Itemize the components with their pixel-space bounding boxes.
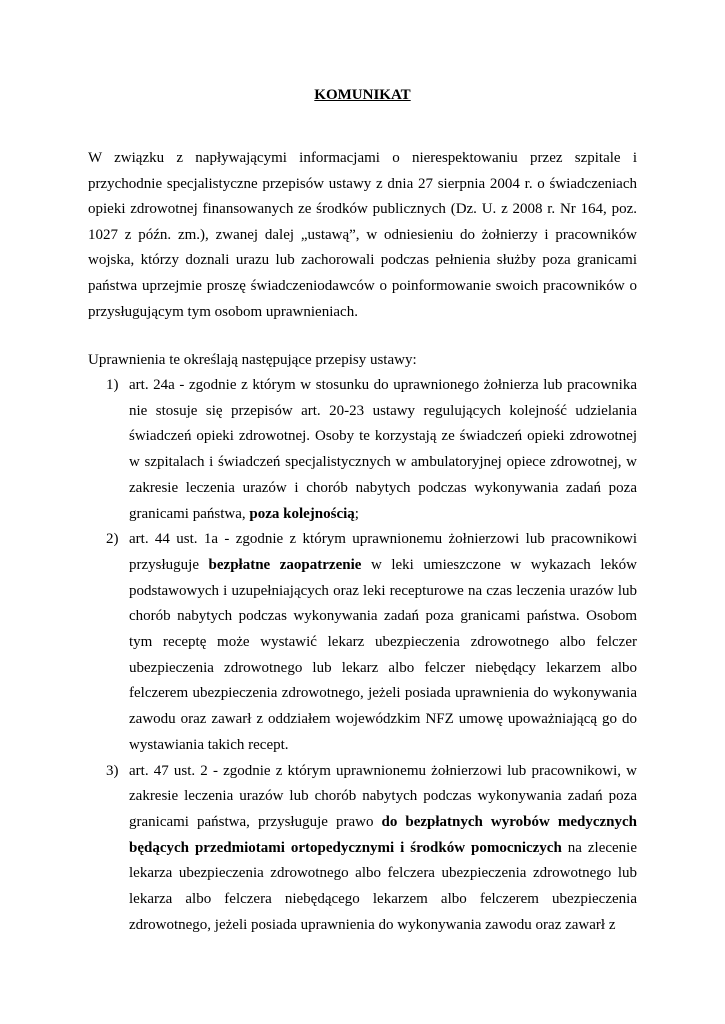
list-item-text-tail: w leki umieszczone w wykazach leków podstawowych i uzupełniających oraz leki recepturowe na czas leczenia urazów lub chorób nabytych podczas wykonywania zadań poza granicami państwa. Osobom tym receptę może wystawić lekarz ubezpieczenia zdrowotnego albo felczer ubezpieczenia zdrowotnego lub lekarz albo felczer niebędący lekarzem albo felczerem ubezpieczenia zdrowotnego, jeżeli posiada uprawnienia do wykonywania zawodu oraz zawarł z oddziałem wojewódzkim NFZ umowę upoważniającą go do wystawiania takich recept. bbox=[129, 556, 637, 753]
list-item-text bbox=[129, 763, 637, 933]
list-item bbox=[88, 759, 637, 939]
provisions-list bbox=[88, 373, 637, 938]
list-item-text-part: art. 24a - zgodnie z którym w stosunku do uprawnionego żołnierza lub pracownika nie stosuje się przepisów art. 20-23 ustawy regulujących kolejność udzielania świadczeń opieki zdrowotnej. Osoby te korzystają ze świadczeń opieki zdrowotnej w szpitalach i świadczeń specjalistycznych w ambulatoryjnej opiece zdrowotnej, w zakresie leczenia urazów i chorób nabytych podczas wykonywania zadań poza granicami państwa, bbox=[129, 377, 637, 522]
list-item-text bbox=[129, 531, 637, 753]
list-item-text-part: art. 47 ust. 2 - zgodnie z którym uprawnionemu żołnierzowi lub pracownikowi, w zakresie leczenia urazów lub chorób nabytych podczas wykonywania zadań poza granicami państwa, przysługuje prawo bbox=[129, 762, 637, 830]
intro-paragraph: W związku z napływającymi informacjami o nierespektowaniu przez szpitale i przychodnie specjalistyczne przepisów ustawy z dnia 27 sierpnia 2004 r. o świadczeniach opieki zdrowotnej finansowanych ze środków publicznych (Dz. U. z 2008 r. Nr 164, poz. 1027 z późn. zm.), zwanej dalej „ustawą”, w odniesieniu do żołnierzy i pracowników wojska, którzy doznali urazu lub zachorowali podczas pełnienia służby poza granicami państwa uprzejmie proszę świadczeniodawców o poinformowanie swoich pracowników o przysługującym tym osobom uprawnieniach. bbox=[88, 150, 637, 320]
document-title: KOMUNIKAT bbox=[314, 87, 411, 103]
list-item-number: 3) bbox=[106, 762, 119, 779]
list-item-emphasis: bezpłatne zaopatrzenie bbox=[208, 556, 362, 573]
provisions-lead: Uprawnienia te określają następujące przepisy ustawy: bbox=[88, 352, 417, 368]
list-item-emphasis: poza kolejnością bbox=[249, 505, 355, 522]
list-item-number: 1) bbox=[106, 377, 119, 393]
list-item-text-part: art. 44 ust. 1a - zgodnie z którym uprawnionemu żołnierzowi lub pracownikowi przysługuje bbox=[129, 531, 637, 573]
list-item-text-tail: na zlecenie lekarza ubezpieczenia zdrowotnego albo felczera ubezpieczenia zdrowotnego lub lekarza albo felczera niebędącego lekarzem albo felczerem ubezpieczenia zdrowotnego, jeżeli posiada uprawnienia do wykonywania zawodu oraz zawarł z bbox=[129, 839, 638, 933]
list-item-number: 2) bbox=[106, 531, 119, 548]
list-item-text-tail: ; bbox=[354, 505, 359, 522]
list-item-emphasis: do bezpłatnych wyrobów medycznych będących przedmiotami ortopedycznymi i środków pomocniczych bbox=[129, 813, 638, 856]
list-item bbox=[88, 373, 637, 527]
list-item bbox=[88, 527, 637, 758]
list-item-text bbox=[129, 377, 637, 522]
